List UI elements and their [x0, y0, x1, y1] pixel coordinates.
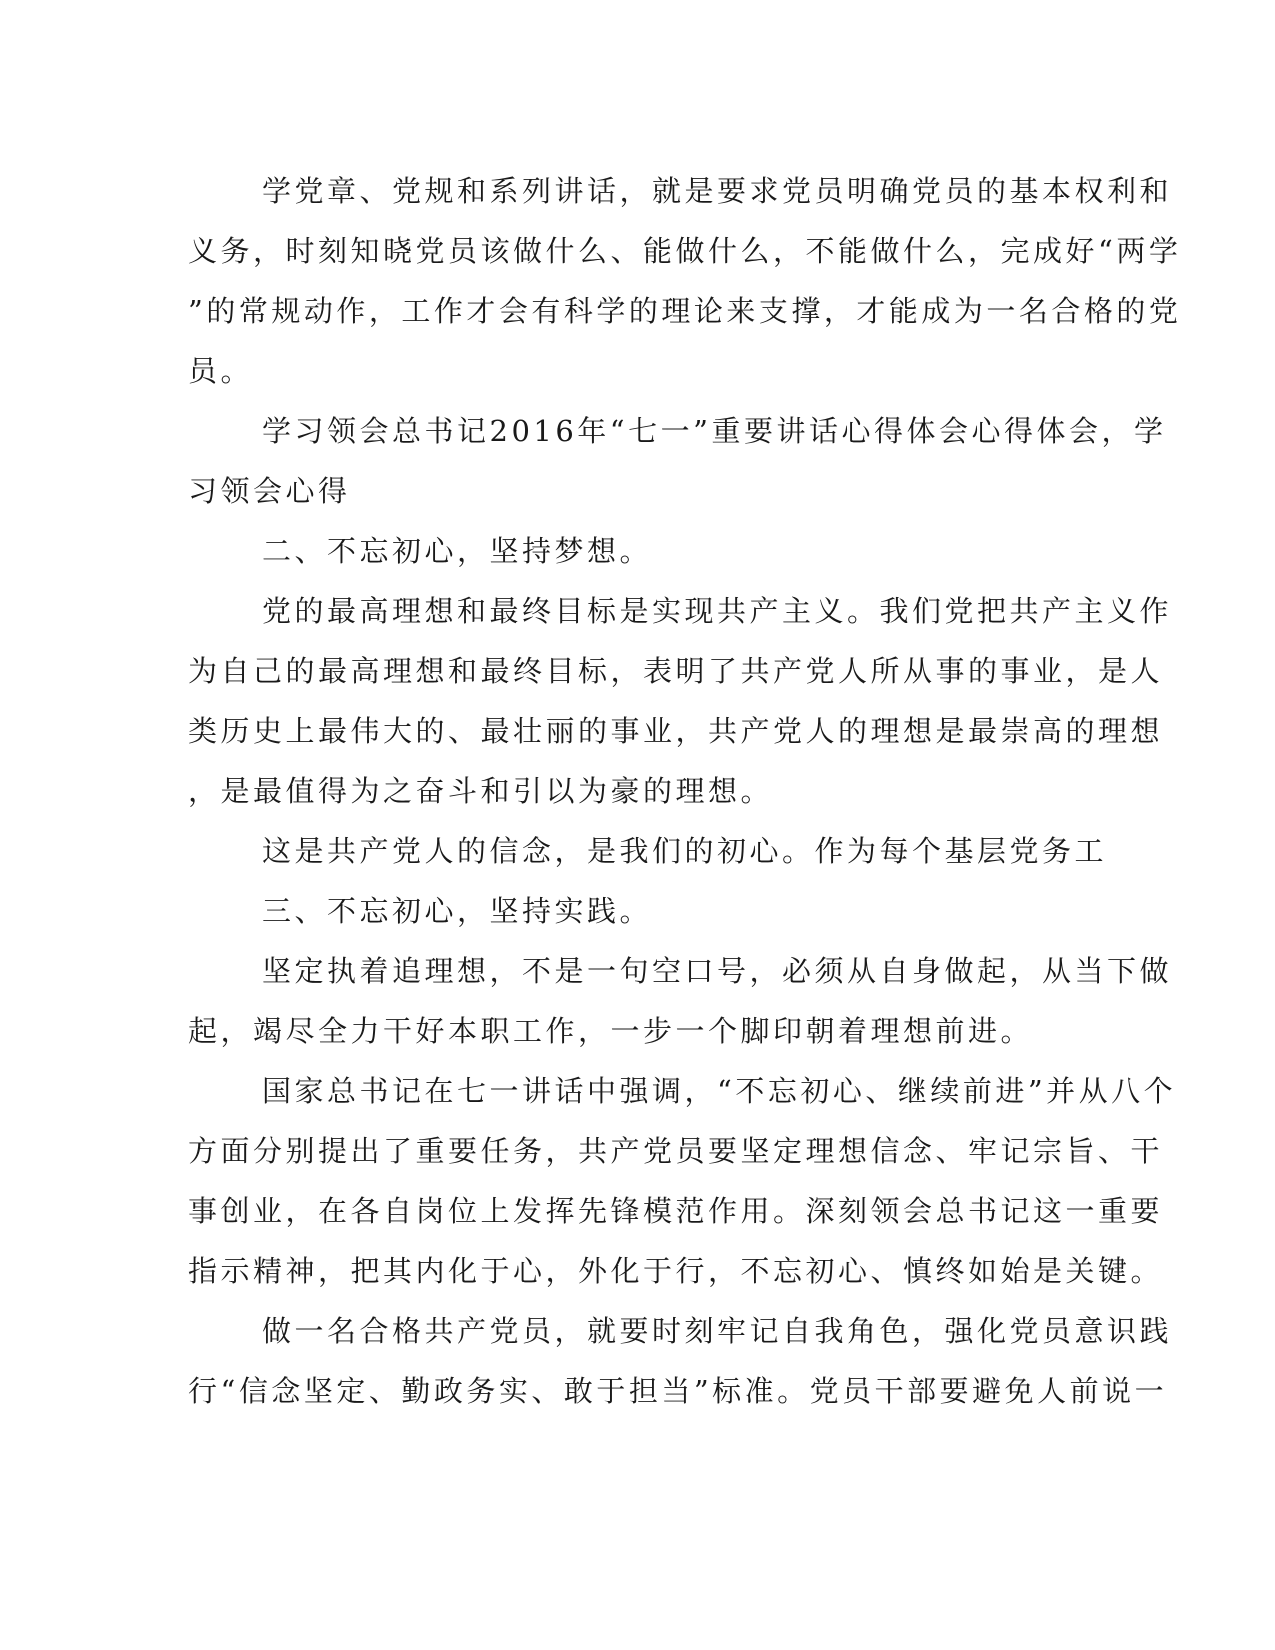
text-line: 学习领会总书记2016年“七一”重要讲话心得体会心得体会，学 — [262, 414, 1167, 448]
text-line: 学党章、党规和系列讲话，就是要求党员明确党员的基本权利和 — [262, 174, 1173, 208]
text-line: 坚定执着追理想，不是一句空口号，必须从自身做起，从当下做 — [262, 954, 1173, 988]
text-line: 为自己的最高理想和最终目标，表明了共产党人所从事的事业，是人 — [188, 654, 1164, 688]
text-line: 起，竭尽全力干好本职工作，一步一个脚印朝着理想前进。 — [188, 1014, 1034, 1048]
document-body — [188, 161, 1182, 1421]
text-line: 指示精神，把其内化于心，外化于行，不忘初心、慎终如始是关键。 — [188, 1254, 1164, 1288]
section-heading: 二、不忘初心，坚持梦想。 — [262, 534, 653, 568]
section-heading: 三、不忘初心，坚持实践。 — [262, 894, 653, 928]
text-line: 党的最高理想和最终目标是实现共产主义。我们党把共产主义作 — [262, 594, 1173, 628]
text-line: 习领会心得 — [188, 474, 351, 508]
text-line: 事创业，在各自岗位上发挥先锋模范作用。深刻领会总书记这一重要 — [188, 1194, 1164, 1228]
text-line: 类历史上最伟大的、最壮丽的事业，共产党人的理想是最崇高的理想 — [188, 714, 1164, 748]
text-line: 员。 — [188, 354, 254, 388]
text-line: 国家总书记在七一讲话中强调，“不忘初心、继续前进”并从八个 — [262, 1074, 1177, 1108]
text-line: ，是最值得为之奋斗和引以为豪的理想。 — [188, 774, 774, 808]
text-line: 方面分别提出了重要任务，共产党员要坚定理想信念、牢记宗旨、干 — [188, 1134, 1164, 1168]
text-line: 行“信念坚定、勤政务实、敢于担当”标准。党员干部要避免人前说一 — [188, 1374, 1168, 1408]
text-line: ”的常规动作，工作才会有科学的理论来支撑，才能成为一名合格的党 — [188, 294, 1182, 328]
text-line: 这是共产党人的信念，是我们的初心。作为每个基层党务工 — [262, 834, 1108, 868]
text-line: 做一名合格共产党员，就要时刻牢记自我角色，强化党员意识践 — [262, 1314, 1173, 1348]
text-line: 义务，时刻知晓党员该做什么、能做什么，不能做什么，完成好“两学 — [188, 234, 1182, 268]
